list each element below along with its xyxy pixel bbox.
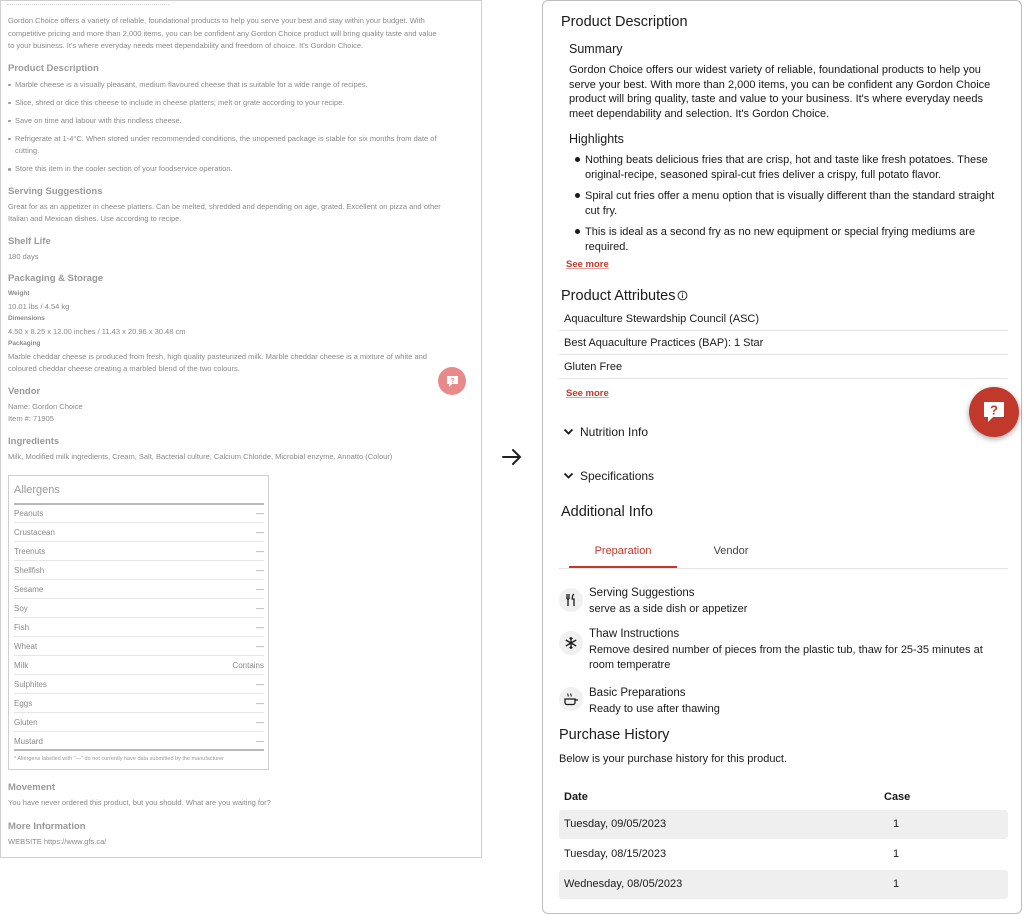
table-row [14,713,264,732]
allergen-value: — [256,680,264,689]
allergen-value: — [256,699,264,708]
vendor-heading: Vendor [8,385,41,397]
purchase-case: 1 [893,878,900,890]
packaging-heading: Packaging & Storage [8,273,104,284]
old-product-details-content [8,15,444,463]
allergen-value: — [256,528,264,537]
allergen-value: — [256,547,264,556]
movement-heading: Movement [8,782,55,793]
date-column-header: Date [564,791,588,803]
movement-section [8,782,444,810]
serving-suggestions-title: Serving Suggestions [589,587,695,599]
case-column-header: Case [884,791,911,803]
highlight-item: Nothing beats delicious fries that are crisp, hot and taste like fresh potatoes. These original-recipe, seasoned spiral-cut fries deliver a crispy, full potato flavor. [585,154,988,181]
packaging-value: Marble cheddar cheese is produced from fresh, high quality pasteurized milk. Marble cheddar cheese is a mixture of white and coloured cheddar cheese creating a marbled blend of the two colours. [8,351,427,373]
allergens-footnote: * Allergens labelled with "—" do not currently have data submitted by the manufacturer [14,756,224,762]
allergen-name: Mustard [14,737,43,746]
allergen-name: Sulphites [14,680,47,689]
table-row [14,599,264,618]
basic-preparations-title: Basic Preparations [589,687,686,699]
more-information-heading: More Information [8,821,86,832]
website-text: WEBSITE https://www.gfs.ca/ [8,837,107,846]
svg-text:?: ? [990,402,998,418]
tab-preparation[interactable]: Preparation [569,538,677,568]
purchase-case: 1 [893,848,900,860]
allergen-name: Treenuts [14,547,46,556]
attribute-row: Best Aquaculture Practices (BAP): 1 Star [559,331,1008,355]
serving-suggestions-text: serve as a side dish or appetizer [589,603,748,615]
purchase-case: 1 [893,818,900,830]
allergen-name: Soy [14,604,28,613]
allergen-name: Milk [14,661,29,670]
ingredients-section [8,436,444,464]
table-row [14,523,264,542]
ingredients-heading: Ingredients [8,435,60,447]
specifications-label: Specifications [580,469,655,483]
shelf-life-heading: Shelf Life [8,235,51,247]
allergens-heading: Allergens [14,484,60,496]
allergen-value: Contains [232,661,264,670]
summary-heading: Summary [569,42,623,56]
bullet [575,193,580,198]
allergen-value: — [256,737,264,746]
table-row [14,656,264,675]
allergen-value: — [256,566,264,575]
more-information-section [8,821,444,849]
prep-icon-wrap [559,588,583,612]
product-description-heading: Product Description [8,62,99,74]
allergen-value: — [256,623,264,632]
allergens-table [8,475,269,770]
question-chat-icon [446,375,459,388]
packaging-label: Packaging [8,340,41,347]
allergen-name: Eggs [14,699,33,708]
chevron-down-icon [563,472,574,480]
info-icon[interactable] [677,290,688,301]
purchase-date: Tuesday, 09/05/2023 [564,818,667,830]
summary-text: Gordon Choice offers our widest variety of reliable, foundational products to help you serve your best. With more than 2,000 items, you can be confident any Gordon Choice product will bring quality, taste and value to your business. It's where everyday needs meet dependability and selection. It's Gordon Choice. [569,64,991,120]
vendor-section [8,386,444,426]
packaging-section [8,273,444,376]
serving-suggestions-heading: Serving Suggestions [8,185,103,197]
allergen-value: — [256,642,264,651]
top-divider [7,4,169,5]
allergens-bottom-rule [14,749,264,751]
serving-suggestions-section [8,186,444,226]
attribute-row: Gluten Free [559,355,1008,379]
table-row [14,694,264,713]
prep-icon-wrap [559,631,583,655]
allergen-name: Shellfish [14,566,45,575]
table-row [14,618,264,637]
allergen-name: Fish [14,623,30,632]
snowflake-icon [564,636,578,650]
tabs-divider [559,568,1008,569]
highlights-heading: Highlights [569,132,624,146]
table-row [559,810,1008,839]
product-attributes-title: Product Attributes [561,288,676,304]
help-button[interactable] [438,367,466,395]
allergen-value: — [256,718,264,727]
table-row [559,840,1008,869]
additional-info-title: Additional Info [561,504,653,520]
nutrition-info-label: Nutrition Info [580,425,649,439]
see-more-attributes-link[interactable]: See more [566,388,609,399]
table-row [14,675,264,694]
purchase-history-subtitle: Below is your purchase history for this product. [559,753,788,765]
allergen-value: — [256,509,264,518]
purchase-date: Tuesday, 08/15/2023 [564,848,667,860]
allergen-name: Gluten [14,718,38,727]
bullet [575,157,580,162]
list-item: Save on time and labour with this rindless cheese. [8,115,444,128]
prep-icon-wrap [559,687,583,711]
utensils-icon [564,593,578,607]
old-product-details-panel [0,0,482,858]
help-button[interactable] [969,387,1019,437]
purchase-table-header [559,787,1008,807]
vendor-item-number: Item #: 71905 [8,414,54,423]
cooking-pot-icon [563,692,579,706]
purchase-history-title: Purchase History [559,727,670,743]
allergen-name: Crustacean [14,528,55,537]
tab-vendor[interactable]: Vendor [713,545,749,557]
list-item: Refrigerate at 1-4°C. When stored under recommended conditions, the unopened package is stable for six months from date of cutting. [8,133,444,158]
highlight-item: Spiral cut fries offer a menu option that is visually different than the standard straight cut fry. [585,190,995,217]
shelf-life-section [8,236,444,264]
attribute-row: Aquaculture Stewardship Council (ASC) [559,307,1008,331]
ingredients-text: Milk, Modified milk ingredients, Cream, Salt, Bacterial culture, Calcium Chloride, Microbial enzyme, Annatto (Colour) [8,451,393,461]
basic-preparations-text: Ready to use after thawing [589,703,720,715]
weight-label: Weight [8,290,30,297]
purchase-date: Wednesday, 08/05/2023 [564,878,683,890]
vendor-name: Name: Gordon Choice [8,401,83,411]
table-row [559,870,1008,899]
allergen-value: — [256,604,264,613]
arrow-right-icon [501,447,523,467]
list-item: Store this item in the cooler section of your foodservice operation. [8,163,444,176]
dimensions-label: Dimensions [8,315,45,322]
table-row [14,637,264,656]
chevron-down-icon [563,428,574,436]
thaw-instructions-title: Thaw Instructions [589,628,680,640]
allergen-name: Wheat [14,642,38,651]
movement-text: You have never ordered this product, but you should. What are you waiting for? [8,798,271,807]
list-item: Slice, shred or dice this cheese to include in cheese platters; melt or grate according to your recipe. [8,97,444,110]
table-row [14,504,264,523]
allergen-name: Sesame [14,585,44,594]
product-description-title: Product Description [561,14,688,30]
svg-text:?: ? [449,377,455,385]
list-item: Marble cheese is a visually pleasant, medium flavoured cheese that is suitable for a wide range of recipes. [8,79,444,92]
thaw-instructions-text: Remove desired number of pieces from the plastic tub, thaw for 25-35 minutes at room temperatre [589,644,983,671]
shelf-life-text: 180 days [8,251,39,261]
brand-intro: Gordon Choice offers a variety of reliable, foundational products to help you serve your best and stay within your budget. With competitive pricing and more than 2,000 items, you can be confident any Gordon Choice product will bring quality taste and value to your business. It's where everyday needs meet dependability and freedom of choice. It's Gordon Choice. [8,16,437,50]
product-description-list [8,79,444,176]
allergen-name: Peanuts [14,509,44,518]
weight-value: 10.01 lbs / 4.54 kg [8,301,70,311]
product-details-panel [542,0,1022,914]
see-more-highlights-link[interactable]: See more [566,259,609,270]
bullet [575,229,580,234]
dimensions-value: 4.50 x 8.25 x 12.00 inches / 11.43 x 20.96 x 30.48 cm [8,326,186,336]
serving-suggestions-text: Great for as an appetizer in cheese platters. Can be melted, shredded and depending on age, grated. Excellent on pizza and other Italian and Mexican dishes. Use according to recipe. [8,201,441,223]
allergen-value: — [256,585,264,594]
question-chat-icon [982,400,1006,424]
table-row [14,580,264,599]
highlight-item: This is ideal as a second fry as no new equipment or special frying mediums are required. [585,226,976,253]
table-row [14,542,264,561]
table-row [14,561,264,580]
